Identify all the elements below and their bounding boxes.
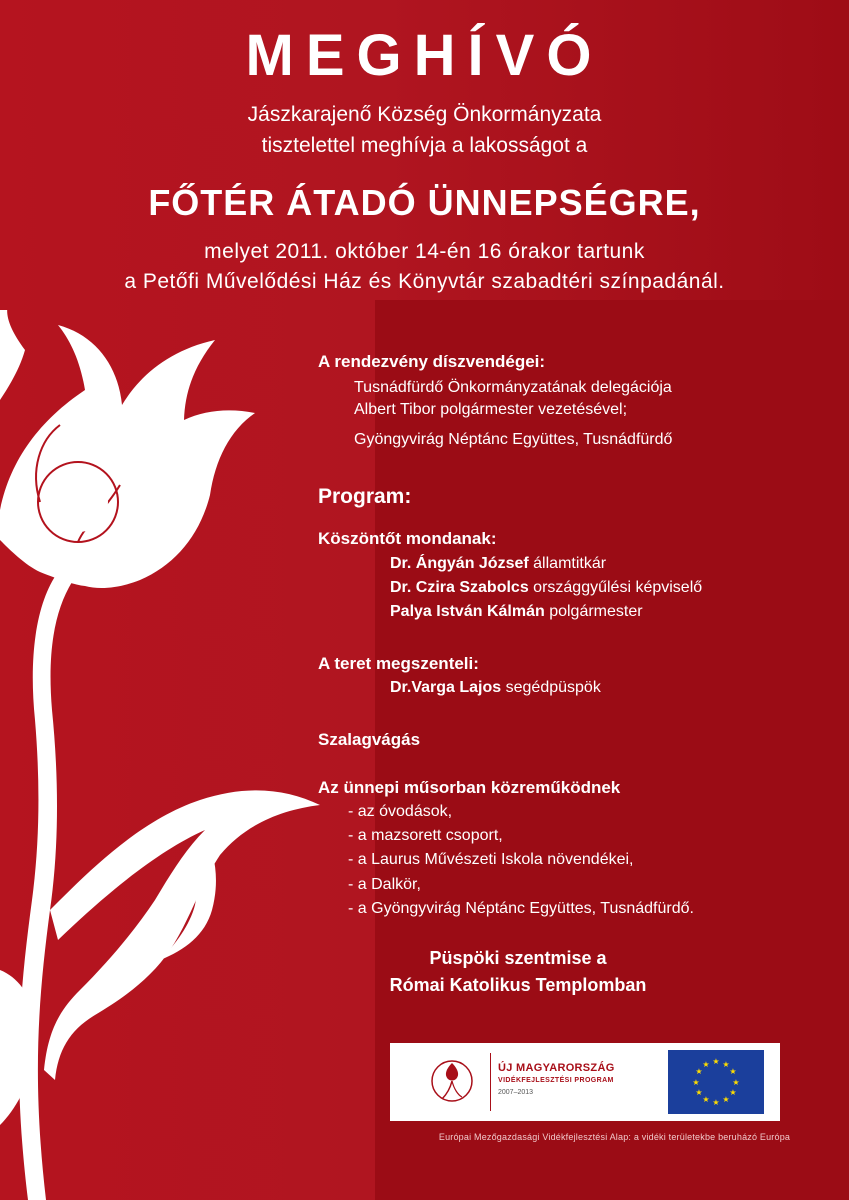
sponsor-logo-box (390, 1043, 780, 1121)
list-item: - a Gyöngyvirág Néptánc Együttes, Tusnádfürdő. (348, 900, 694, 917)
speaker-name: Palya István Kálmán (390, 603, 545, 620)
when-line-1: melyet 2011. október 14-én 16 órakor tartunk (204, 240, 645, 263)
page-title: MEGHÍVÓ (245, 23, 604, 88)
svg-text:★: ★ (702, 1095, 710, 1104)
intro-line-1: Jászkarajenő Község Önkormányzata (247, 103, 602, 126)
blessing-row (390, 679, 601, 697)
greeting-row (390, 555, 606, 573)
guests-line-1: Tusnádfürdő Önkormányzatának delegációja (354, 379, 672, 396)
svg-text:★: ★ (692, 1078, 700, 1087)
tulip-illustration-icon (0, 310, 380, 1200)
greeting-row (390, 603, 643, 621)
svg-text:★: ★ (712, 1057, 720, 1066)
program-logo-subtitle: VIDÉKFEJLESZTÉSI PROGRAM (498, 1077, 614, 1084)
logo-divider (490, 1053, 491, 1111)
guests-line-2: Albert Tibor polgármester vezetésével; (354, 401, 628, 418)
svg-text:★: ★ (712, 1098, 720, 1107)
svg-text:★: ★ (702, 1060, 710, 1069)
intro-line-2: tisztelettel meghívja a lakosságot a (261, 134, 588, 157)
svg-text:★: ★ (695, 1067, 703, 1076)
program-logo-title: ÚJ MAGYARORSZÁG (498, 1062, 615, 1074)
svg-text:★: ★ (729, 1088, 737, 1097)
mass-line-2: Római Katolikus Templomban (389, 975, 647, 995)
performers-heading: Az ünnepi műsorban közreműködnek (318, 778, 621, 797)
svg-text:★: ★ (695, 1088, 703, 1097)
when-line-2: a Petőfi Művelődési Ház és Könyvtár szabadtéri színpadánál. (124, 270, 725, 293)
mass-line-1: Püspöki szentmise a (429, 948, 607, 968)
svg-text:★: ★ (729, 1067, 737, 1076)
greetings-heading: Köszöntőt mondanak: (318, 529, 497, 548)
eu-flag-icon (668, 1050, 764, 1114)
program-heading: Program: (318, 485, 412, 508)
blesser-role: segédpüspök (505, 679, 601, 696)
list-item: - a Laurus Művészeti Iskola növendékei, (348, 851, 634, 868)
greeting-row (390, 579, 702, 597)
list-item: - a mazsorett csoport, (348, 827, 503, 844)
speaker-name: Dr. Ángyán József (390, 555, 529, 572)
speaker-role: államtitkár (533, 555, 607, 572)
event-title: FŐTÉR ÁTADÓ ÜNNEPSÉGRE, (148, 182, 701, 223)
footnote: Európai Mezőgazdasági Vidékfejlesztési Alap: a vidéki területekbe beruházó Európa (438, 1132, 791, 1142)
ribbon-cutting: Szalagvágás (318, 730, 421, 749)
speaker-role: polgármester (549, 603, 643, 620)
program-logo-years: 2007–2013 (498, 1089, 534, 1096)
svg-text:★: ★ (722, 1095, 730, 1104)
blessing-heading: A teret megszenteli: (318, 654, 479, 673)
svg-text:★: ★ (732, 1078, 740, 1087)
guests-line-3: Gyöngyvirág Néptánc Együttes, Tusnádfürdő (354, 431, 673, 448)
speaker-role: országgyűlési képviselő (533, 579, 703, 596)
svg-text:★: ★ (722, 1060, 730, 1069)
list-item: - az óvodások, (348, 803, 453, 820)
list-item: - a Dalkör, (348, 876, 421, 893)
guests-heading: A rendezvény díszvendégei: (318, 352, 546, 371)
speaker-name: Dr. Czira Szabolcs (390, 579, 529, 596)
new-hungary-logo-icon (428, 1051, 476, 1113)
blesser-name: Dr.Varga Lajos (390, 679, 502, 696)
